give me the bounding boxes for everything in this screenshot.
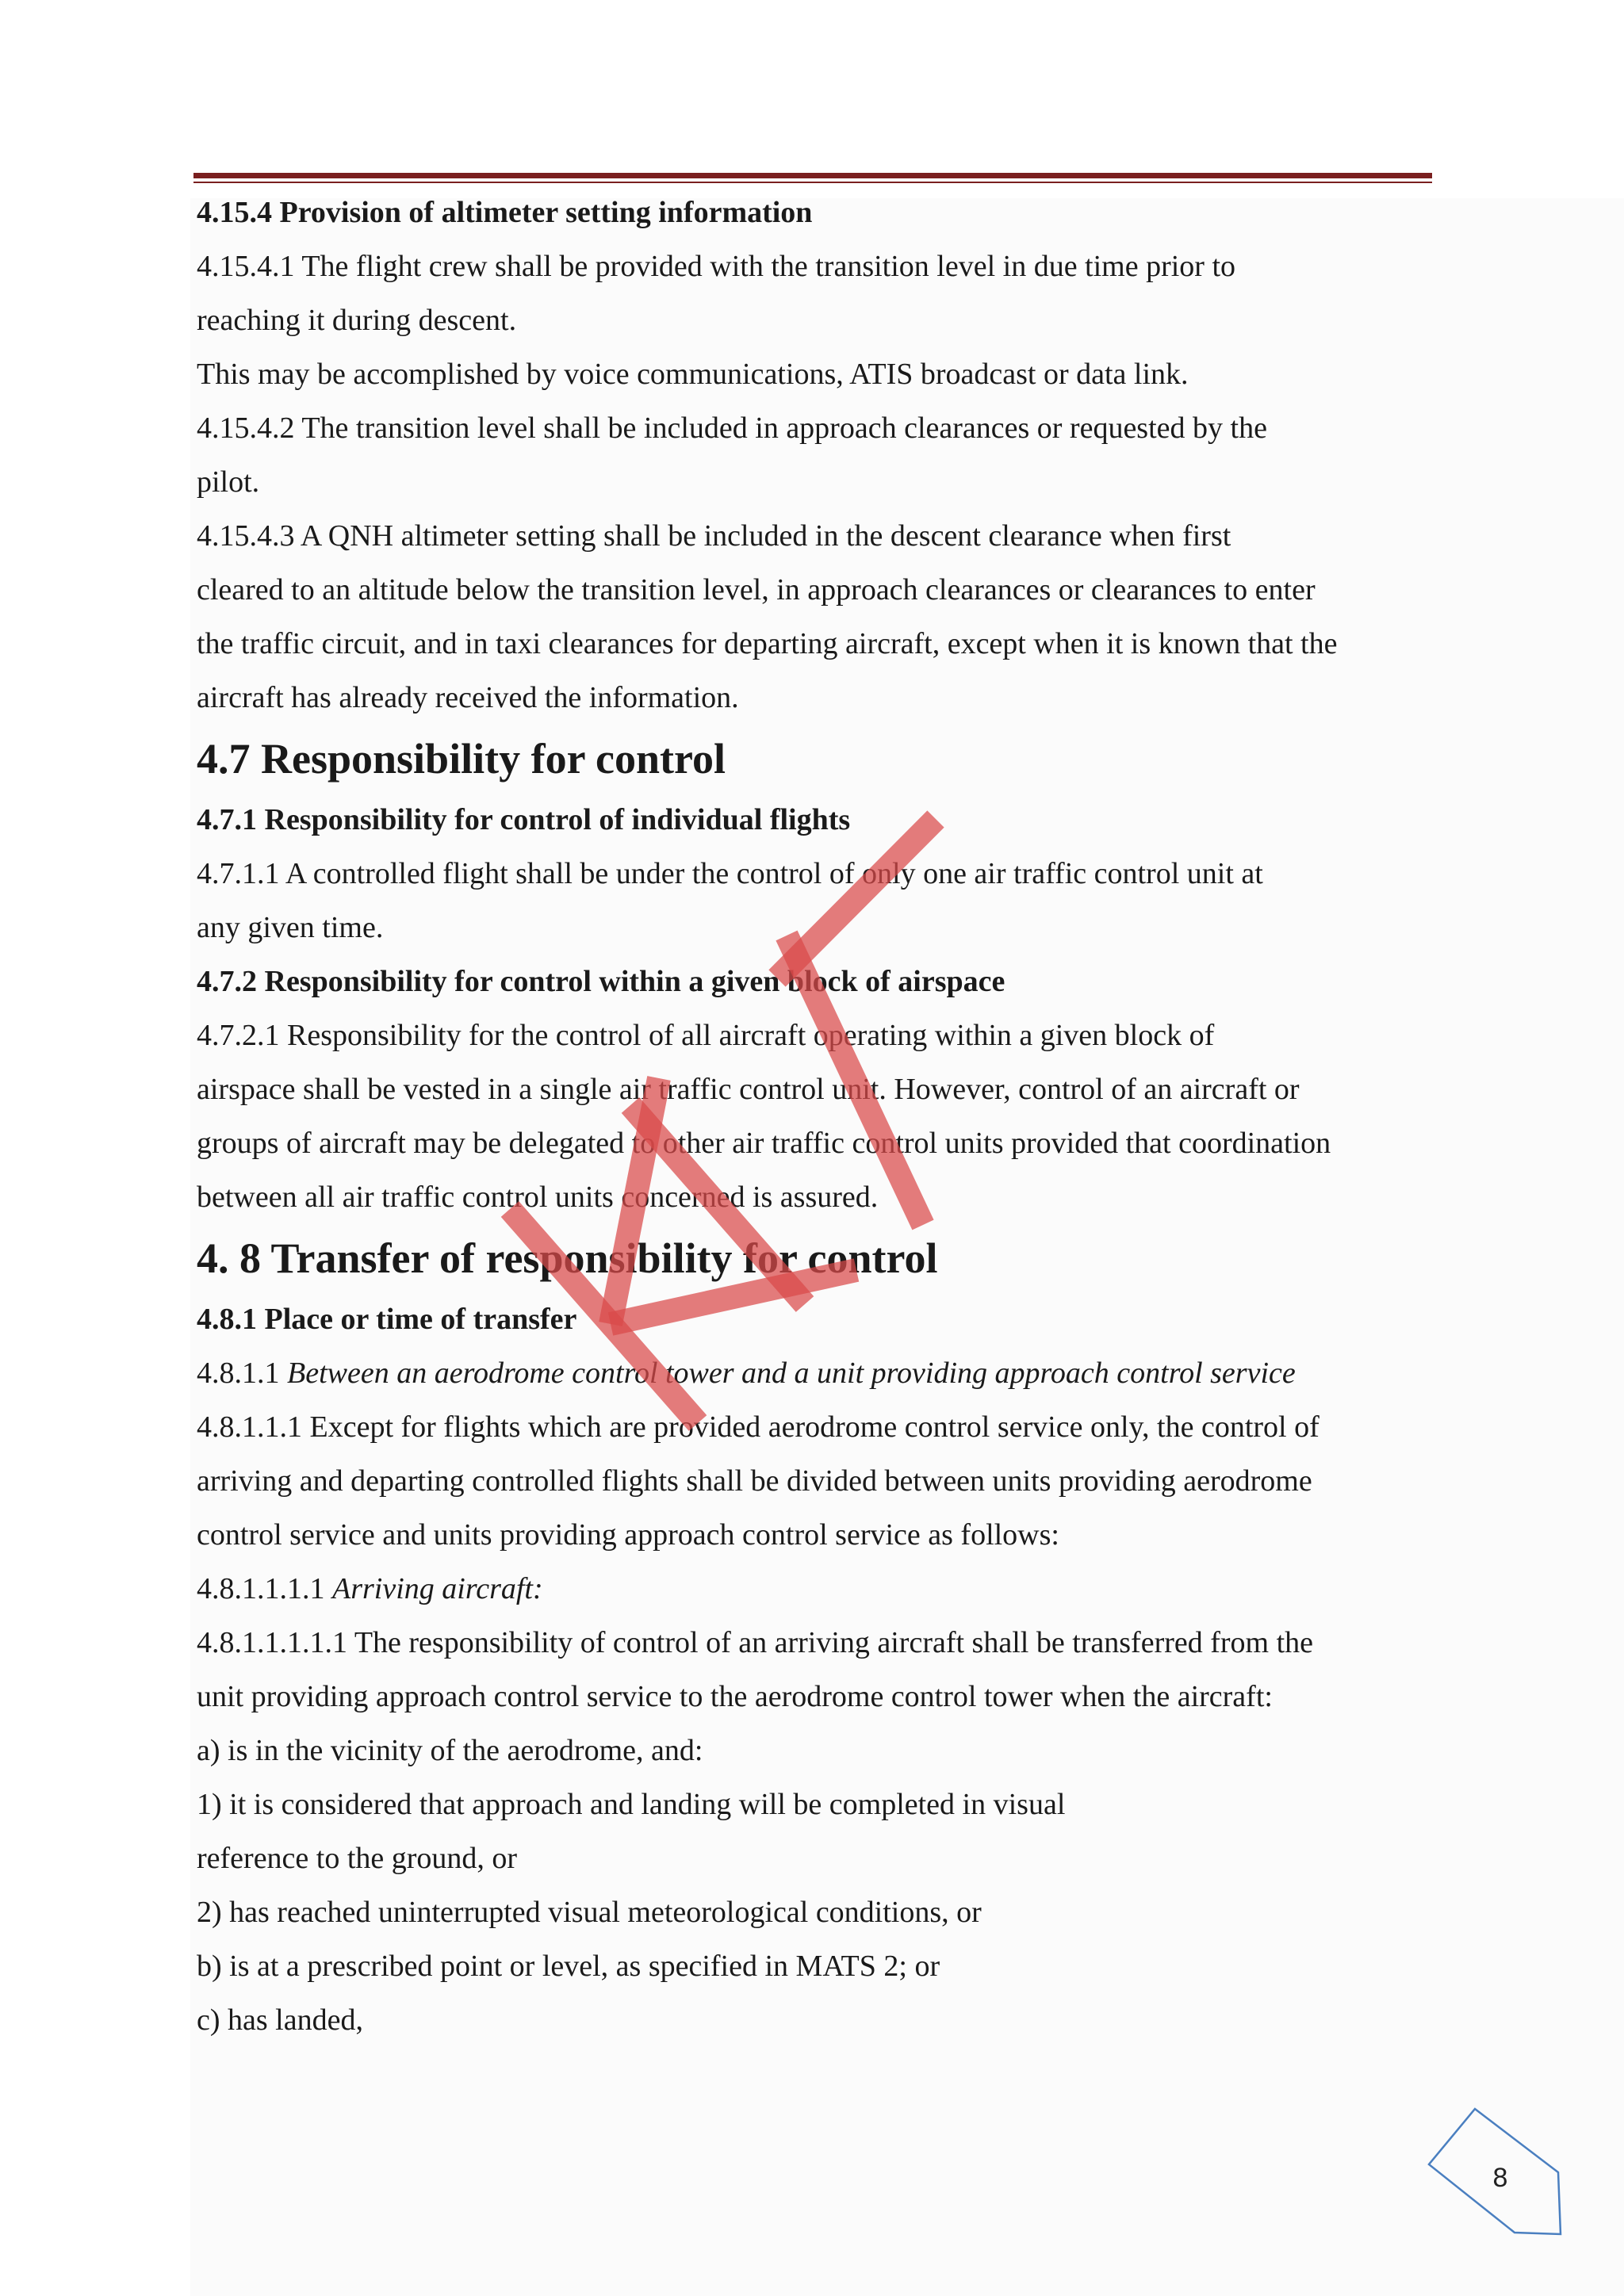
paragraph-4-7-2-1-cont-1: airspace shall be vested in a single air traffic control unit. However, control of an aircraft or: [197, 1073, 1300, 1106]
header-rule-thin: [193, 182, 1432, 183]
paragraph-number: 4.8.1.1: [197, 1357, 280, 1390]
section-heading-4-15-4: 4.15.4 Provision of altimeter setting information: [197, 196, 813, 229]
section-heading-4-7-1: 4.7.1 Responsibility for control of individual flights: [197, 803, 851, 836]
paragraph-italic-title: Arriving aircraft:: [332, 1572, 543, 1605]
paragraph-4-8-1-1-1-cont-2: control service and units providing approach control service as follows:: [197, 1518, 1059, 1552]
list-item-b: b) is at a prescribed point or level, as specified in MATS 2; or: [197, 1950, 940, 1983]
paragraph-4-7-2-1-cont-2: groups of aircraft may be delegated to other air traffic control units provided that coordination: [197, 1127, 1331, 1160]
paragraph-4-15-4-3: 4.15.4.3 A QNH altimeter setting shall be included in the descent clearance when first: [197, 519, 1231, 553]
list-item-a-2: 2) has reached uninterrupted visual meteorological conditions, or: [197, 1896, 982, 1929]
paragraph-4-7-1-1-cont: any given time.: [197, 911, 384, 944]
paragraph-4-7-2-1-cont-3: between all air traffic control units concerned is assured.: [197, 1181, 879, 1214]
paragraph-4-8-1-1: [197, 1346, 1431, 1400]
list-item-a: a) is in the vicinity of the aerodrome, and:: [197, 1734, 703, 1767]
section-heading-4-8: 4. 8 Transfer of responsibility for control: [197, 1234, 938, 1282]
paragraph-4-15-4-2-cont: pilot.: [197, 465, 260, 499]
section-heading-4-7-2: 4.7.2 Responsibility for control within a given block of airspace: [197, 965, 1005, 998]
paragraph-4-8-1-1-1-1-1-cont: unit providing approach control service to the aerodrome control tower when the aircraft:: [197, 1680, 1273, 1713]
paragraph-4-15-4-3-cont-1: cleared to an altitude below the transition level, in approach clearances or clearances to enter: [197, 573, 1316, 607]
list-item-c: c) has landed,: [197, 2003, 363, 2037]
paragraph-number: 4.8.1.1.1.1: [197, 1572, 325, 1605]
paragraph-4-8-1-1-1: 4.8.1.1.1 Except for flights which are provided aerodrome control service only, the control of: [197, 1410, 1320, 1444]
paragraph-4-8-1-1-1-1-1: 4.8.1.1.1.1.1 The responsibility of control of an arriving aircraft shall be transferred from the: [197, 1626, 1314, 1659]
header-rule-thick: [193, 173, 1432, 178]
paragraph-4-15-4-2: 4.15.4.2 The transition level shall be included in approach clearances or requested by the: [197, 411, 1267, 445]
list-item-a-1-cont: reference to the ground, or: [197, 1842, 518, 1875]
paragraph-4-7-2-1: 4.7.2.1 Responsibility for the control of all aircraft operating within a given block of: [197, 1019, 1215, 1052]
paragraph-4-15-4-1-cont: reaching it during descent.: [197, 304, 517, 337]
document-body: [197, 186, 1431, 2047]
paragraph-4-15-4-1: 4.15.4.1 The flight crew shall be provided with the transition level in due time prior to: [197, 250, 1236, 283]
list-item-a-1: 1) it is considered that approach and landing will be completed in visual: [197, 1788, 1066, 1821]
paragraph-4-8-1-1-1-cont-1: arriving and departing controlled flights shall be divided between units providing aerodrome: [197, 1464, 1312, 1498]
paragraph-italic-title: Between an aerodrome control tower and a unit providing approach control service: [287, 1357, 1296, 1390]
paragraph-4-15-4-3-cont-3: aircraft has already received the information.: [197, 681, 739, 714]
paragraph-4-7-1-1: 4.7.1.1 A controlled flight shall be under the control of only one air traffic control unit at: [197, 857, 1263, 890]
section-heading-4-7: 4.7 Responsibility for control: [197, 735, 726, 783]
paragraph-atis-note: This may be accomplished by voice communications, ATIS broadcast or data link.: [197, 358, 1189, 391]
paragraph-4-8-1-1-1-1: [197, 1562, 1431, 1616]
page-number: 8: [1492, 2163, 1508, 2193]
section-heading-4-8-1: 4.8.1 Place or time of transfer: [197, 1303, 577, 1336]
paragraph-4-15-4-3-cont-2: the traffic circuit, and in taxi clearances for departing aircraft, except when it is known that the: [197, 627, 1338, 660]
